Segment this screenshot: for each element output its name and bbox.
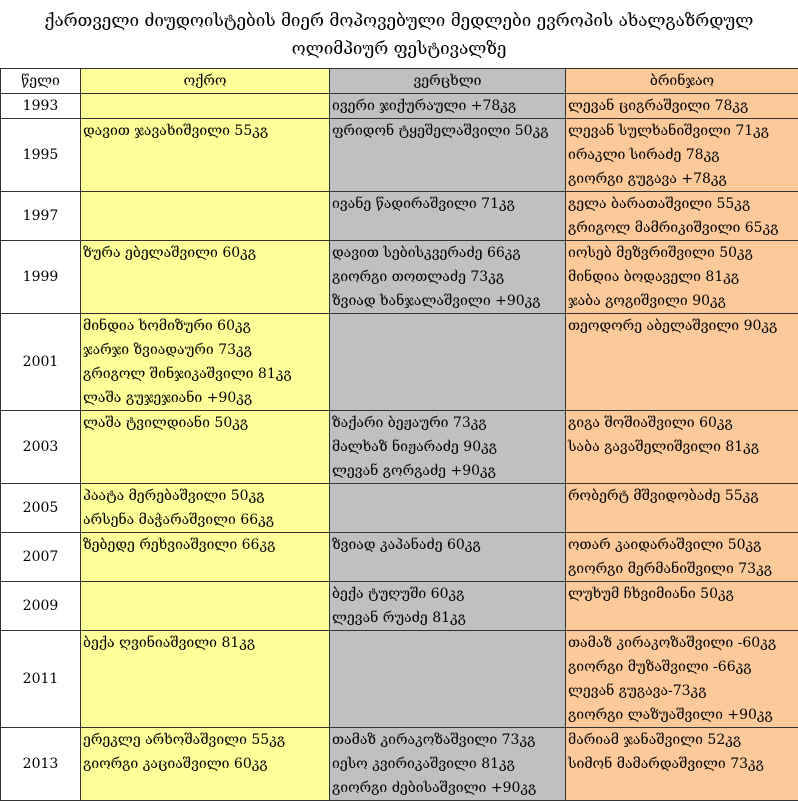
bronze-medalist: ჯაბა გოგიშვილი 90კგ [568, 289, 796, 313]
bronze-medalist: გრიგოლ მამრიკიშვილი 65კგ [568, 216, 796, 240]
bronze-medalist: ირაკლი სირაძე 78კგ [568, 143, 796, 167]
bronze-cell [566, 582, 798, 631]
gold-medalist: ბექა ღვინიაშვილი 81კგ [83, 631, 327, 655]
silver-cell [330, 631, 566, 728]
year-cell: 1993 [1, 94, 81, 119]
bronze-cell [566, 314, 798, 411]
silver-medalist: მალხაზ ნიჟარაძე 90კგ [332, 435, 563, 459]
bronze-cell [566, 533, 798, 582]
gold-cell [81, 411, 330, 484]
gold-cell [81, 728, 330, 801]
bronze-medalist: ლევან ციგრაშვილი 78კგ [568, 94, 796, 118]
year-cell: 2003 [1, 411, 81, 484]
gold-medalist: ლაშა ტვილდიანი 50კგ [83, 411, 327, 435]
medals-table [0, 68, 798, 801]
header-silver: ვერცხლი [330, 69, 566, 94]
title-line-2: ოლიმპიურ ფესტივალზე [0, 35, 798, 63]
gold-cell [81, 314, 330, 411]
bronze-medalist: მარიამ ჯანაშვილი 52კგ [568, 728, 796, 752]
gold-medalist: ლაშა გუჯეჯიანი +90კგ [83, 386, 327, 410]
table-row [1, 411, 798, 484]
bronze-medalist: გიორგი მუზაშვილი -66კგ [568, 655, 796, 679]
silver-cell [330, 192, 566, 241]
gold-medalist: ზებედე რეხვიაშვილი 66კგ [83, 533, 327, 557]
bronze-cell [566, 484, 798, 533]
header-year: წელი [1, 69, 81, 94]
silver-medalist: თამაზ კირაკოზაშვილი 73კგ [332, 728, 563, 752]
table-row [1, 728, 798, 801]
bronze-cell [566, 119, 798, 192]
gold-cell [81, 533, 330, 582]
page-title [0, 0, 798, 68]
bronze-medalist: გელა ბარათაშვილი 55კგ [568, 192, 796, 216]
gold-medalist: გრიგოლ შინჯიკაშვილი 81კგ [83, 362, 327, 386]
bronze-medalist: ლევან გუგავა-73კგ [568, 679, 796, 703]
header-row [1, 69, 798, 94]
silver-medalist: დავით სებისკვერაძე 66კგ [332, 241, 563, 265]
table-row [1, 94, 798, 119]
table-row [1, 631, 798, 728]
gold-cell [81, 119, 330, 192]
bronze-medalist: მინდია ბოდაველი 81კგ [568, 265, 796, 289]
silver-cell [330, 314, 566, 411]
year-cell: 2007 [1, 533, 81, 582]
bronze-medalist: რობერტ მშვიდობაძე 55კგ [568, 484, 796, 508]
gold-medalist: დავით ჯავახიშვილი 55კგ [83, 119, 327, 143]
bronze-medalist: გიორგი მერმანიშვილი 73კგ [568, 557, 796, 581]
bronze-medalist: იოსებ მეზვრიშვილი 50კგ [568, 241, 796, 265]
table-row [1, 314, 798, 411]
silver-medalist: ლევან გორგაძე +90კგ [332, 459, 563, 483]
silver-cell [330, 582, 566, 631]
silver-medalist: ბექა ტუღუში 60კგ [332, 582, 563, 606]
year-cell: 2001 [1, 314, 81, 411]
bronze-medalist: გიორგი გუგავა +78კგ [568, 167, 796, 191]
silver-medalist: იესო კვირიკაშვილი 81კგ [332, 752, 563, 776]
gold-medalist: მინდია ხომიზური 60კგ [83, 314, 327, 338]
gold-medalist: ზურა ებელაშვილი 60კგ [83, 241, 327, 265]
silver-medalist: ივანე წადირაშვილი 71კგ [332, 192, 563, 216]
bronze-medalist: სიმონ მამარდაშვილი 73კგ [568, 752, 796, 776]
gold-medalist: პაატა მერებაშვილი 50კგ [83, 484, 327, 508]
silver-cell [330, 533, 566, 582]
silver-medalist: ლევან რუაძე 81კგ [332, 606, 563, 630]
bronze-medalist: ოთარ კაიდარაშვილი 50კგ [568, 533, 796, 557]
bronze-medalist: გიორგი ლაზუაშვილი +90კგ [568, 703, 796, 727]
gold-cell [81, 484, 330, 533]
bronze-cell [566, 192, 798, 241]
silver-cell [330, 241, 566, 314]
gold-cell [81, 192, 330, 241]
year-cell: 2013 [1, 728, 81, 801]
bronze-cell [566, 411, 798, 484]
table-row [1, 119, 798, 192]
table-row [1, 533, 798, 582]
silver-medalist: ფრიდონ ტყეშელაშვილი 50კგ [332, 119, 563, 143]
gold-medalist: არსენა მაჭარაშვილი 66კგ [83, 508, 327, 532]
gold-cell [81, 94, 330, 119]
title-line-1: ქართველი ძიუდოისტების მიერ მოპოვებული მედლები ევროპის ახალგაზრდულ [0, 7, 798, 35]
silver-cell [330, 728, 566, 801]
table-row [1, 582, 798, 631]
silver-cell [330, 94, 566, 119]
header-gold: ოქრო [81, 69, 330, 94]
silver-medalist: გიორგი თოთლაძე 73კგ [332, 265, 563, 289]
table-row [1, 241, 798, 314]
gold-cell [81, 631, 330, 728]
header-bronze: ბრინჯაო [566, 69, 798, 94]
bronze-cell [566, 631, 798, 728]
silver-medalist: ივერი ჯიქურაული +78კგ [332, 94, 563, 118]
silver-medalist: ზვიად კაპანაძე 60კგ [332, 533, 563, 557]
table-row [1, 484, 798, 533]
bronze-cell [566, 241, 798, 314]
year-cell: 2005 [1, 484, 81, 533]
bronze-cell [566, 94, 798, 119]
gold-cell [81, 241, 330, 314]
table-row [1, 192, 798, 241]
bronze-medalist: საბა გავაშელიშვილი 81კგ [568, 435, 796, 459]
bronze-medalist: თამაზ კირაკოზაშვილი -60კგ [568, 631, 796, 655]
year-cell: 2009 [1, 582, 81, 631]
gold-medalist: გიორგი კაციაშვილი 60კგ [83, 752, 327, 776]
gold-medalist: ერეკლე არხოშაშვილი 55კგ [83, 728, 327, 752]
bronze-cell [566, 728, 798, 801]
year-cell: 1995 [1, 119, 81, 192]
year-cell: 1999 [1, 241, 81, 314]
gold-cell [81, 582, 330, 631]
silver-cell [330, 411, 566, 484]
bronze-medalist: ლევან სულხანიშვილი 71კგ [568, 119, 796, 143]
bronze-medalist: ლუხუმ ჩხვიმიანი 50კგ [568, 582, 796, 606]
silver-cell [330, 484, 566, 533]
year-cell: 2011 [1, 631, 81, 728]
silver-medalist: ზვიად ხანჯალაშვილი +90კგ [332, 289, 563, 313]
silver-medalist: გიორგი ძებისაშვილი +90კგ [332, 776, 563, 800]
silver-cell [330, 119, 566, 192]
year-cell: 1997 [1, 192, 81, 241]
table-body [1, 94, 798, 801]
bronze-medalist: გიგა შოშიაშვილი 60კგ [568, 411, 796, 435]
silver-medalist: ზაქარი ბეჟაური 73კგ [332, 411, 563, 435]
gold-medalist: ჯარჯი ზვიადაური 73კგ [83, 338, 327, 362]
bronze-medalist: თეოდორე აბელაშვილი 90კგ [568, 314, 796, 338]
